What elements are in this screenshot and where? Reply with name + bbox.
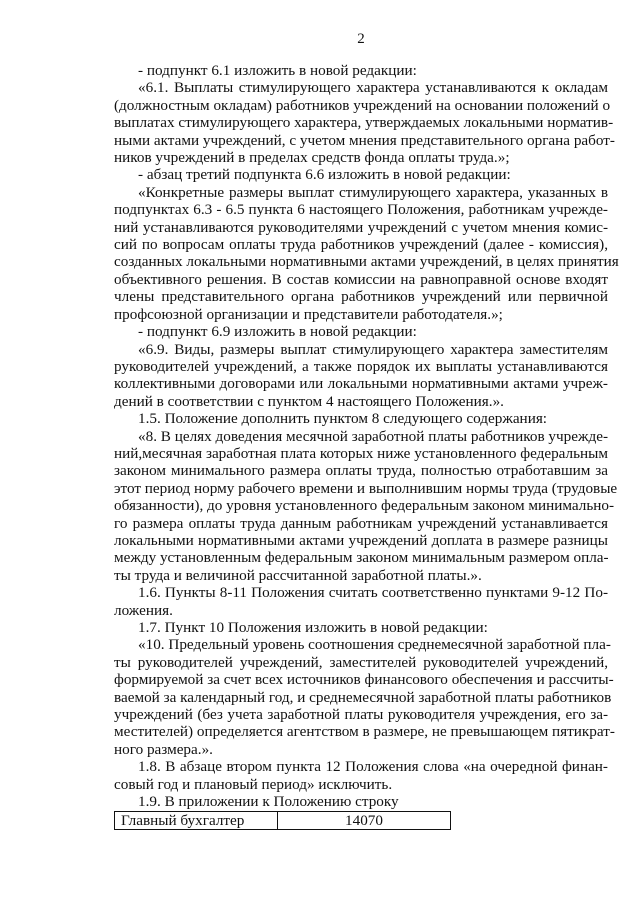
text-line: ты руководителей учреждений, заместителей руководителей учреждений,: [114, 653, 608, 671]
text-line: коллективными договорами или локальными нормативными актами учреж-: [114, 375, 608, 393]
paragraph-1-7: [114, 619, 608, 636]
text-line: дений в соответствии с пунктом 4 настоящего Положения.».: [114, 392, 504, 410]
text-line: 1.7. Пункт 10 Положения изложить в новой редакции:: [138, 619, 488, 636]
paragraph-1-8: [114, 758, 608, 793]
text-line: 1.6. Пункты 8-11 Положения считать соответственно пунктами 9-12 По-: [138, 584, 608, 602]
text-line: - подпункт 6.9 изложить в новой редакции:: [138, 323, 417, 341]
text-line: 1.9. В приложении к Положению строку: [138, 793, 399, 811]
table-row: [115, 812, 451, 830]
paragraph-6-1-intro: [114, 62, 608, 79]
paragraph-8-text: [114, 427, 618, 585]
document-page: [114, 30, 619, 830]
paragraph-6-6-intro: [114, 166, 608, 183]
salary-table: [114, 811, 451, 830]
text-line: - подпункт 6.1 изложить в новой редакции:: [138, 62, 417, 79]
page-number: 2: [357, 31, 365, 47]
text-line: ний устанавливаются руководителями учреждений с учетом мнения комис-: [114, 218, 608, 236]
text-line: ными актами учреждений, с учетом мнения представительного органа работ-: [114, 131, 615, 149]
paragraph-6-1-text: [114, 79, 615, 167]
text-line: законом минимального размера оплаты труда, полностью отработавшим за: [114, 462, 608, 480]
text-line: совый год и плановый период» исключить.: [114, 775, 393, 793]
text-line: обязанности), до уровня установленного федеральным законом минимально-: [114, 497, 615, 515]
table-cell-position: Главный бухгалтер: [115, 812, 278, 830]
paragraph-6-6-text: [114, 183, 619, 323]
text-line: созданных локальными нормативными актами учреждений, в целях принятия: [114, 253, 619, 271]
text-line: формируемой за счет всех источников финансового обеспечения и рассчиты-: [114, 671, 614, 689]
paragraph-1-5: [114, 410, 608, 427]
text-line: локальными нормативными актами учреждений доплата в размере разницы: [114, 531, 608, 549]
paragraph-6-9-text: [114, 341, 608, 411]
text-line: «6.9. Виды, размеры выплат стимулирующего характера заместителям: [138, 340, 608, 358]
text-line: между установленным федеральным законом минимальным размером опла-: [114, 549, 609, 567]
text-line: «8. В целях доведения месячной заработной платы работников учрежде-: [138, 427, 608, 445]
text-line: подпунктах 6.3 - 6.5 пункта 6 настоящего Положения, работникам учрежде-: [114, 201, 608, 219]
text-line: го размера оплаты труда данным работникам учреждений устанавливается: [114, 514, 608, 532]
text-line: этот период норму рабочего времени и выполнившим нормы труда (трудовые: [114, 479, 618, 497]
text-line: ного размера.».: [114, 740, 213, 758]
text-line: ты труда и величиной рассчитанной заработной платы.».: [114, 566, 482, 584]
text-line: «Конкретные размеры выплат стимулирующего характера, указанных в: [138, 183, 608, 201]
text-line: сий по вопросам оплаты труда работников учреждений (далее - комиссия),: [114, 236, 608, 254]
text-line: местителей) определяется агентством в размере, не превышающем пятикрат-: [114, 723, 615, 741]
text-line: выплатах стимулирующего характера, утверждаемых локальными норматив-: [114, 114, 614, 132]
paragraph-10-text: [114, 636, 615, 758]
text-line: 1.5. Положение дополнить пунктом 8 следующего содержания:: [138, 410, 548, 428]
text-line: профсоюзной организации и представители работодателя.»;: [114, 305, 503, 323]
text-line: «10. Предельный уровень соотношения среднемесячной заработной пла-: [138, 636, 611, 654]
paragraph-1-6: [114, 584, 608, 619]
paragraph-1-9: [114, 793, 608, 810]
text-line: (должностным окладам) работников учреждений на основании положений о: [114, 96, 611, 114]
text-line: руководителей учреждений, а также порядок их выплаты устанавливаются: [114, 357, 608, 375]
text-line: члены представительного органа работников учреждений или первичной: [114, 288, 608, 306]
text-line: «6.1. Выплаты стимулирующего характера устанавливаются к окладам: [138, 79, 608, 97]
text-line: учреждений (без учета заработной платы руководителя учреждения, его за-: [114, 706, 608, 724]
text-line: ваемой за календарный год, и среднемесячной заработной платы работников: [114, 688, 612, 706]
text-line: 1.8. В абзаце втором пункта 12 Положения слова «на очередной финан-: [138, 758, 608, 776]
text-line: ний,месячная заработная плата которых ниже установленного федеральным: [114, 444, 608, 462]
table-cell-salary: 14070: [278, 812, 451, 830]
paragraph-6-9-intro: [114, 323, 608, 340]
text-line: ников учреждений в пределах средств фонда оплаты труда.»;: [114, 149, 510, 167]
text-line: ложения.: [114, 601, 173, 619]
text-line: - абзац третий подпункта 6.6 изложить в новой редакции:: [138, 166, 511, 184]
text-line: объективного решения. В состав комиссии на равноправной основе входят: [114, 270, 608, 288]
